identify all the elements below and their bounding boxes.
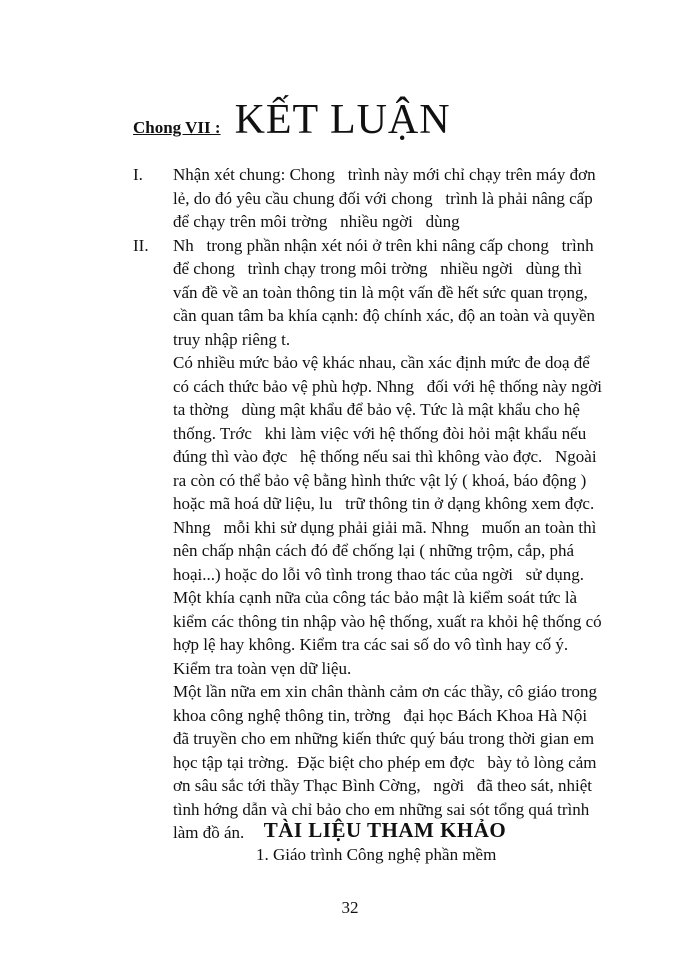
paragraph-text: Một lần nữa em xin chân thành cảm ơn các thầy, cô giáo trong khoa công nghệ thông tin, trờng đại học Bách Khoa Hà Nội đã truyền cho em những kiến thức quý báu trong thời gian em học tập tại trờng. Đặc biệt cho phép em đợc bày tỏ lòng cảm ơn sâu sắc tới thầy Thạc Bình Cờng, ngời đã theo sát, nhiệt tình hớng dẫn và chỉ bảo cho em những sai sót tổng quá trình làm đồ án.	[173, 682, 602, 842]
section-number: I.	[133, 165, 143, 184]
page-number: 32	[341, 898, 359, 917]
paragraph-text: Một khía cạnh nữa của công tác bảo mật là kiểm soát tức là kiểm các thông tin nhập vào hệ thống, xuất ra khỏi hệ thống có hợp lệ hay không. Kiểm tra các sai số do vô tình hay cố ý. Kiểm tra toàn vẹn dữ liệu.	[173, 588, 606, 678]
reference-number: 1.	[256, 845, 269, 864]
chapter-number: Chong VII :	[133, 118, 221, 137]
references-heading: TÀI LIỆU THAM KHẢO	[263, 818, 507, 842]
paragraph	[133, 351, 615, 586]
paragraph-text: Có nhiều mức bảo vệ khác nhau, cần xác định mức đe doạ để có cách thức bảo vệ phù hợp. Nhng đối với hệ thống này ngời ta thờng dùng mật khẩu để bảo vệ. Tức là mật khẩu cho hệ thống. Trớc khi làm việc với hệ thống đòi hỏi mật khẩu nếu đúng thì vào đợc hệ thống nếu sai thì không vào đợc. Ngoài ra còn có thể bảo vệ bằng hình thức vật lý ( khoá, báo động ) hoặc mã hoá dữ liệu, lu trữ thông tin ở dạng không xem đợc. Nhng mỗi khi sử dụng phải giải mã. Nhng muốn an toàn thì nên chấp nhận cách đó để chống lại ( những trộm, cắp, phá hoại...) hoặc do lỗi vô tình trong thao tác của ngời sử dụng.	[173, 353, 615, 584]
section-number: II.	[133, 235, 149, 255]
section-item	[133, 234, 603, 352]
chapter-heading	[133, 96, 451, 144]
section-item	[133, 163, 603, 234]
reference-item	[256, 845, 496, 865]
section-text: Nhận xét chung: Chong trình này mới chỉ chạy trên máy đơn lẻ, do đó yêu cầu chung đối với chong trình là phải nâng cấp để chạy trên môi trờng nhiều ngời dùng	[173, 165, 600, 231]
chapter-title: KẾT LUẬN	[234, 97, 451, 143]
reference-text: Giáo trình Công nghệ phần mềm	[273, 845, 497, 864]
document-body	[133, 163, 615, 845]
section-text: Nh trong phần nhận xét nói ở trên khi nâng cấp chong trình để chong trình chạy trong môi trờng nhiều ngời dùng thì vấn đề về an toàn thông tin là một vấn đề hết sức quan trọng, cần quan tâm ba khía cạnh: độ chính xác, độ an toàn và quyền truy nhập riêng t.	[173, 235, 600, 349]
paragraph	[133, 586, 606, 680]
